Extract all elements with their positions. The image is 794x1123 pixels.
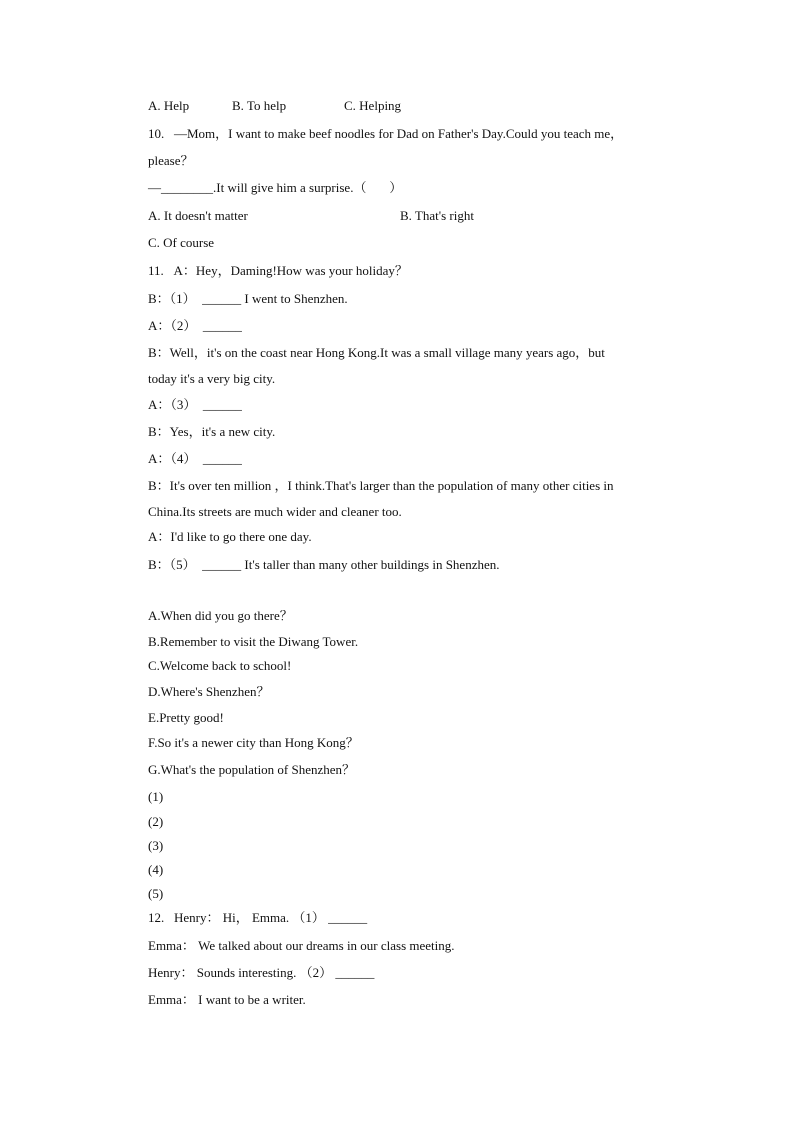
q11-answer-label: (4)	[148, 862, 164, 877]
q12-line: 12. Henry： Hi， Emma. （1） ______	[148, 910, 368, 925]
q11-answer-label: (1)	[148, 789, 164, 804]
q11-answer-label: (3)	[148, 838, 164, 853]
q10-option-b: B. That's right	[400, 208, 474, 223]
q11-answer-label: (2)	[148, 814, 164, 829]
q11-answer-label: (5)	[148, 886, 164, 901]
q10-stem-line1: 10. —Mom，I want to make beef noodles for Dad on Father's Day.Could you teach me，	[148, 126, 624, 141]
q11-choice: G.What's the population of Shenzhen？	[148, 762, 356, 777]
q11-line: 11. A：Hey，Daming!How was your holiday？	[148, 263, 408, 278]
q11-choice: A.When did you go there？	[148, 608, 293, 623]
q10-stem-line3: —________.It will give him a surprise.（ ）	[148, 180, 403, 195]
q9-option-a: A. Help	[148, 98, 190, 113]
q11-line: B：（1） ______ I went to Shenzhen.	[148, 291, 348, 306]
q11-line: B：（5） ______ It's taller than many other buildings in Shenzhen.	[148, 557, 500, 572]
q11-choice: C.Welcome back to school!	[148, 658, 292, 673]
q11-choice: D.Where's Shenzhen？	[148, 684, 270, 699]
q11-line: A：（2） ______	[148, 318, 242, 333]
q10-stem-line2: please？	[148, 153, 194, 168]
q12-line: Henry： Sounds interesting. （2） ______	[148, 965, 375, 980]
q12-line: Emma： I want to be a writer.	[148, 992, 306, 1007]
q9-option-c: C. Helping	[344, 98, 402, 113]
q12-line: Emma： We talked about our dreams in our class meeting.	[148, 938, 455, 953]
q11-choice: E.Pretty good!	[148, 710, 224, 725]
q10-option-a: A. It doesn't matter	[148, 208, 248, 223]
q11-line: today it's a very big city.	[148, 371, 276, 386]
q11-choice: B.Remember to visit the Diwang Tower.	[148, 634, 359, 649]
q11-line: A：（4） ______	[148, 451, 242, 466]
q11-line: A：I'd like to go there one day.	[148, 529, 312, 544]
q10-option-c: C. Of course	[148, 235, 215, 250]
q9-option-b: B. To help	[232, 98, 287, 113]
q11-choice: F.So it's a newer city than Hong Kong？	[148, 735, 359, 750]
q11-line: B：It's over ten million ，I think.That's larger than the population of many other cities in	[148, 478, 614, 493]
q11-line: China.Its streets are much wider and cleaner too.	[148, 504, 402, 519]
q11-line: A：（3） ______	[148, 397, 242, 412]
q11-line: B：Yes，it's a new city.	[148, 424, 276, 439]
q11-line: B：Well，it's on the coast near Hong Kong.It was a small village many years ago，but	[148, 345, 605, 360]
